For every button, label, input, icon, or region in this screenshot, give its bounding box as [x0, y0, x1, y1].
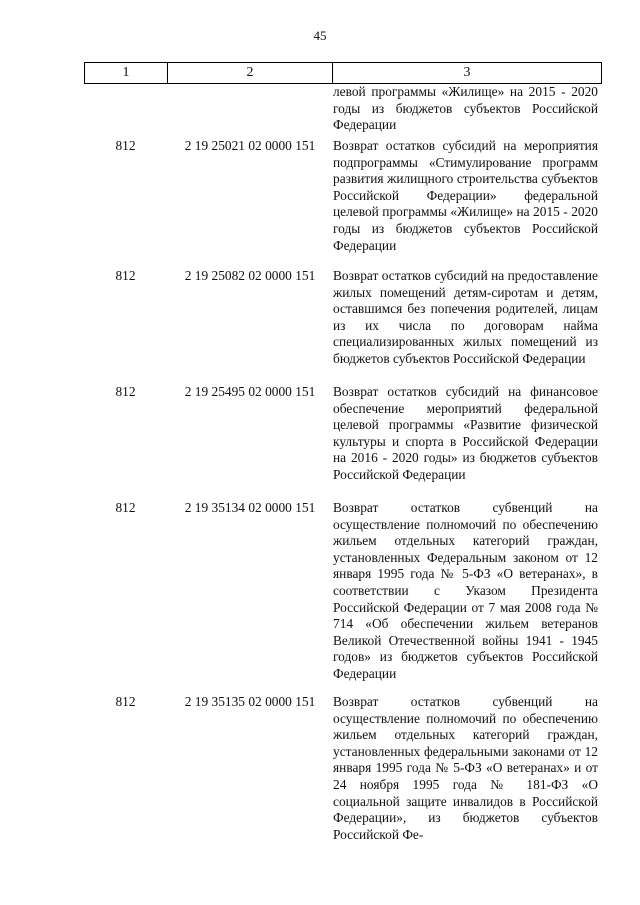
- row-description: Возврат остатков субвенций на осуществление полномочий по обеспечению жильем отдельных категорий граждан, установленных федеральными законами от 12 января 1995 года № 5-ФЗ «О ветеранах» и от 24 ноября 1995 года № 181-ФЗ «О социальной защите инвалидов в Российской Федерации», из бюджетов субъектов Российской Фе-: [333, 694, 598, 842]
- row-description: Возврат остатков субсидий на финансовое обеспечение мероприятий федеральной целевой программы «Развитие физической культуры и спорта в Российской Федерации на 2016 - 2020 годы» из бюджетов субъектов Российской Федерации: [333, 384, 598, 482]
- kbk-code: 2 19 35134 02 0000 151: [184, 500, 316, 515]
- admin-code: 812: [115, 500, 136, 515]
- row-description: Возврат остатков субсидий на предоставление жилых помещений детям-сиротам и детям, оставшимся без попечения родителей, лицам из их числа по договорам найма специализированных жилых помещений из бюджетов субъектов Российской Федерации: [333, 268, 598, 366]
- admin-code: 812: [115, 384, 136, 399]
- page-number: 45: [313, 28, 327, 43]
- table-header: [84, 62, 602, 84]
- admin-code: 812: [115, 694, 136, 709]
- kbk-code: 2 19 25082 02 0000 151: [184, 268, 316, 283]
- row-description: Возврат остатков субвенций на осуществление полномочий по обеспечению жильем отдельных категорий граждан, установленных Федеральным законом от 12 января 1995 года № 5-ФЗ «О ветеранах», в соответствии с Указом Президента Российской Федерации от 7 мая 2008 года № 714 «Об обеспечении жильем ветеранов Великой Отечественной войны 1941 - 1945 годов» из бюджетов субъектов Российской Федерации: [333, 500, 598, 681]
- kbk-code: 2 19 35135 02 0000 151: [184, 694, 316, 709]
- admin-code: 812: [115, 138, 136, 153]
- header-col-3: 3: [463, 65, 471, 80]
- header-col-2: 2: [168, 63, 333, 83]
- admin-code: 812: [115, 268, 136, 283]
- header-col-1: 1: [85, 63, 168, 83]
- kbk-code: 2 19 25495 02 0000 151: [184, 384, 316, 399]
- row-description: Возврат остатков субсидий на мероприятия подпрограммы «Стимулирование программ развития жилищного строительства субъектов Российской Федерации» федеральной целевой программы «Жилище» на 2015 - 2020 годы из бюджетов субъектов Российской Федерации: [333, 138, 598, 253]
- continuation-text: левой программы «Жилище» на 2015 - 2020 годы из бюджетов субъектов Российской Федерации: [333, 84, 598, 133]
- kbk-code: 2 19 25021 02 0000 151: [184, 138, 316, 153]
